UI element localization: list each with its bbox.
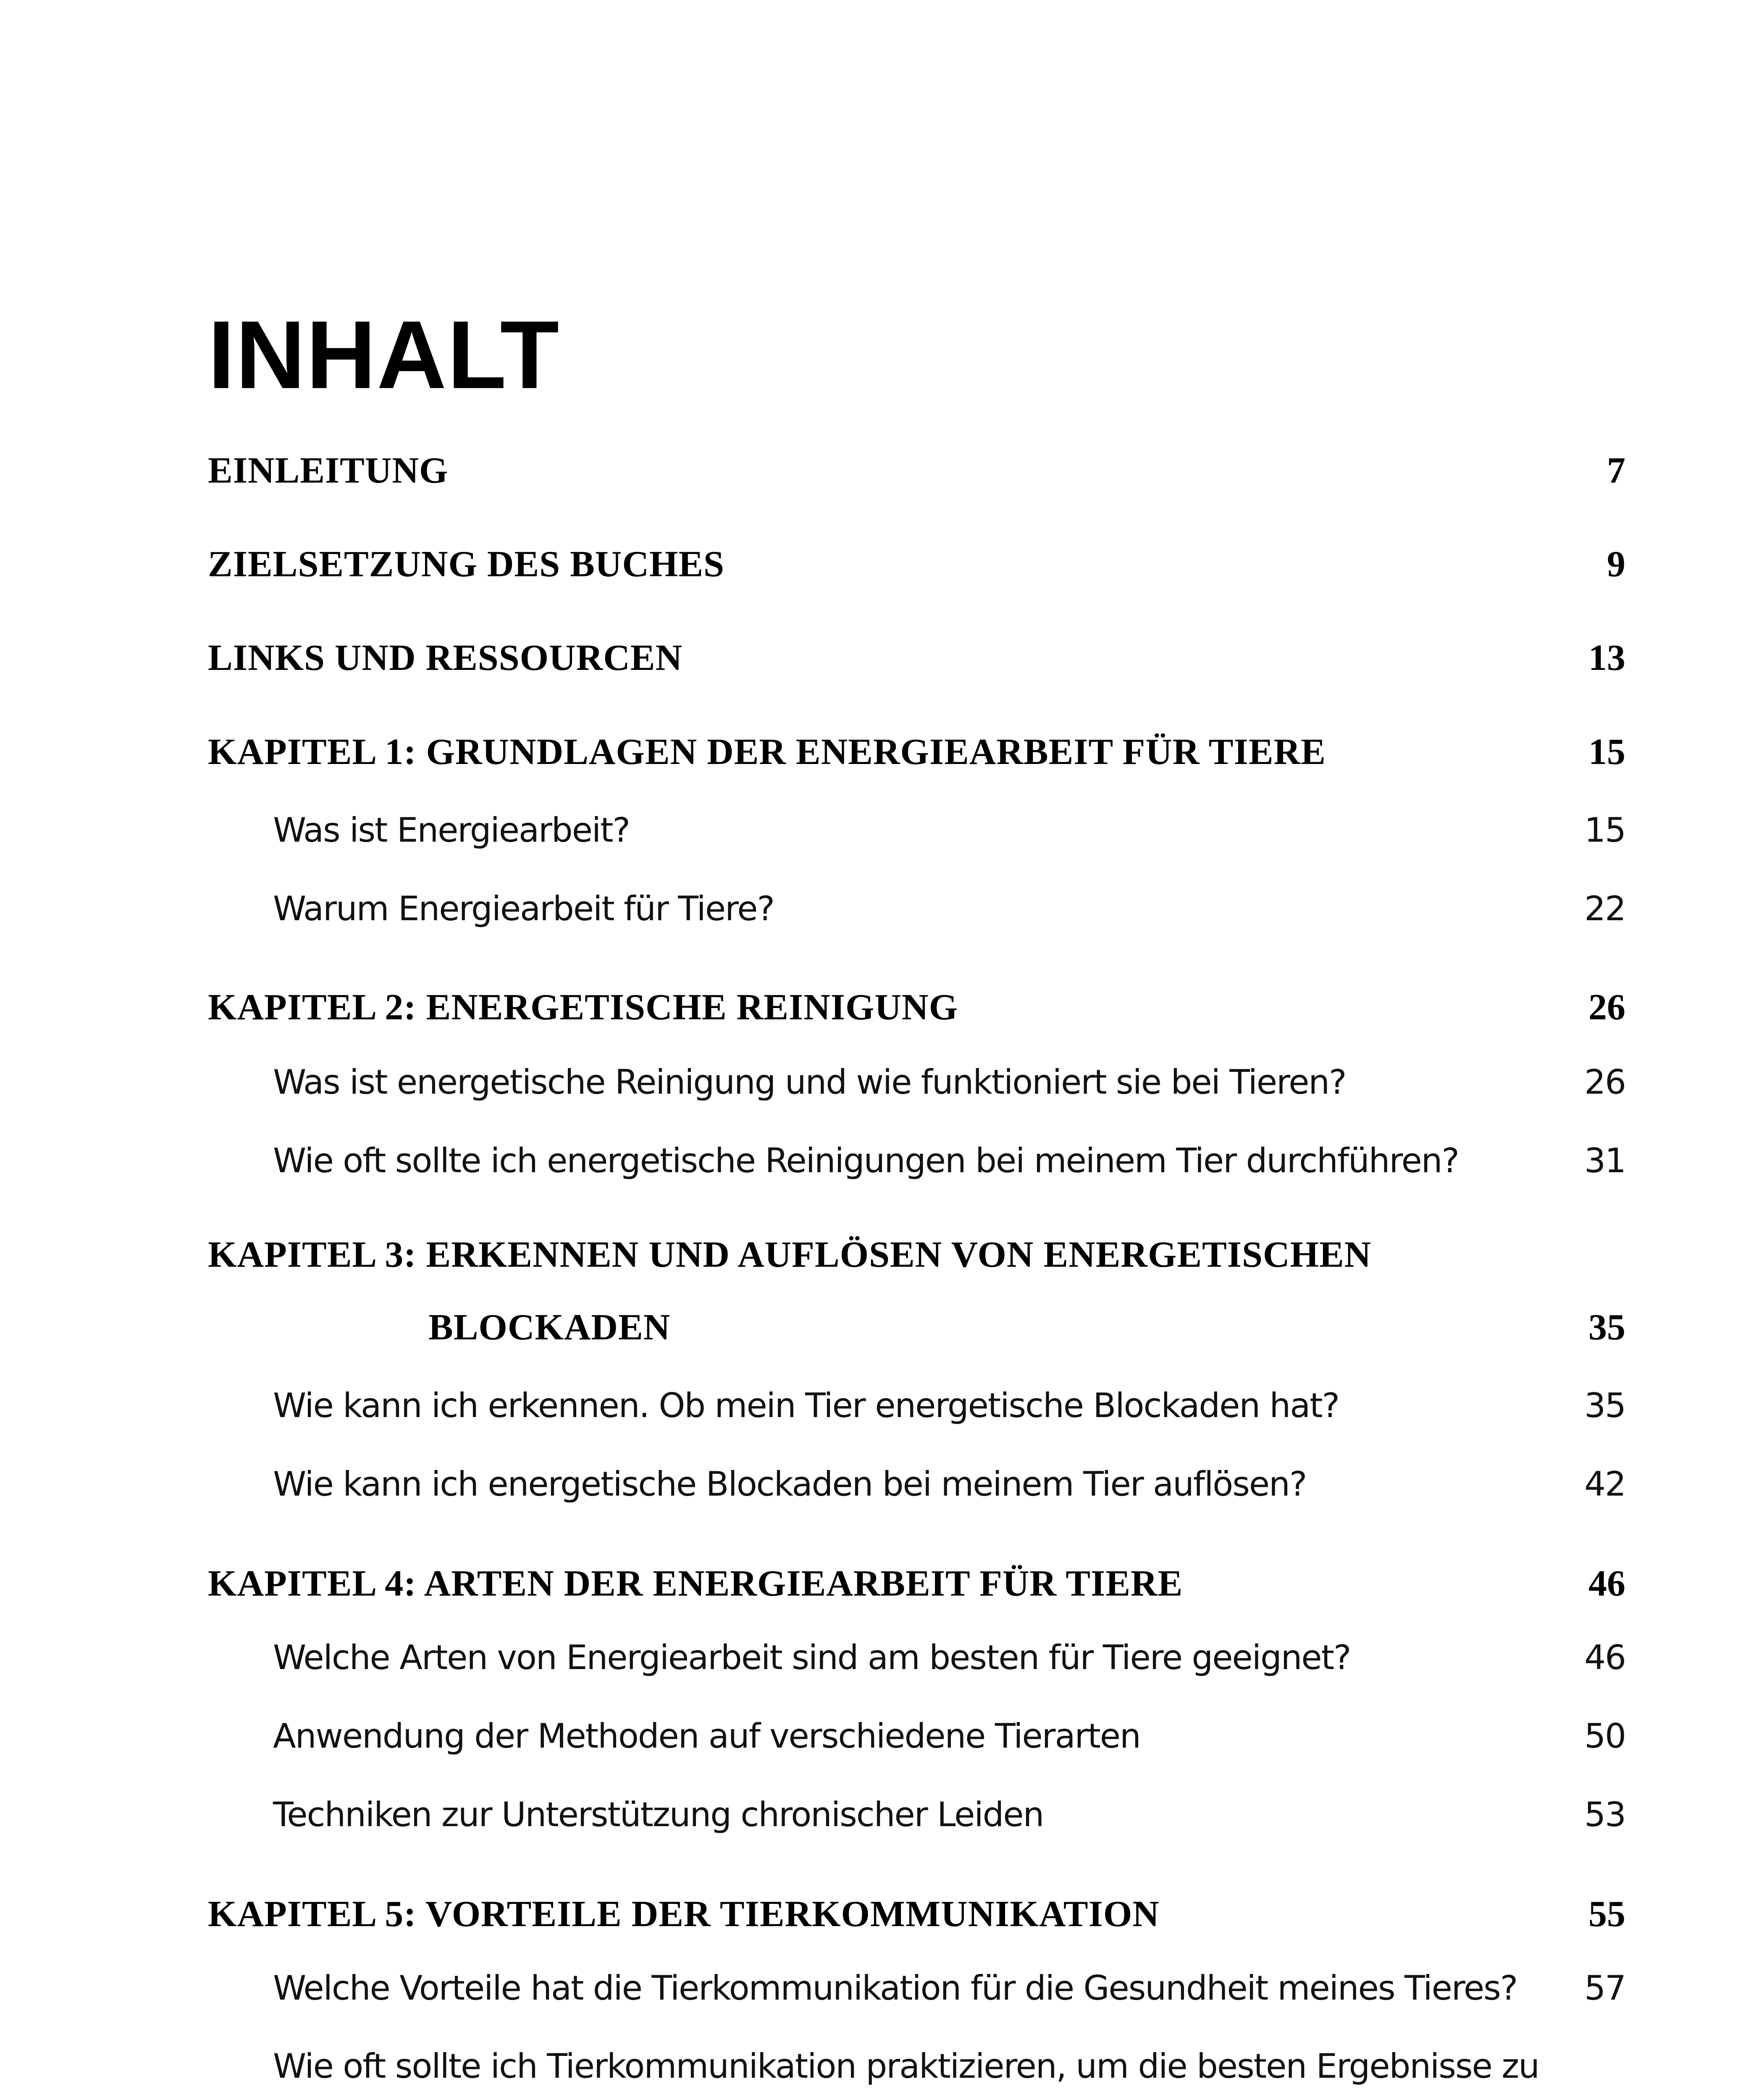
toc-subentry-label: Techniken zur Unterstützung chronischer Leiden bbox=[273, 1795, 1044, 1834]
toc-subentry[interactable] bbox=[273, 1372, 1625, 1439]
toc-subentry[interactable] bbox=[273, 1954, 1625, 2021]
toc-subentry[interactable] bbox=[273, 1781, 1625, 1848]
toc-subentry-label: Anwendung der Methoden auf verschiedene Tierarten bbox=[273, 1716, 1140, 1756]
toc-subentry[interactable] bbox=[273, 1048, 1625, 1116]
toc-subentry-label: Welche Vorteile hat die Tierkommunikation für die Gesundheit meines Tieres? bbox=[273, 1968, 1517, 2008]
toc-subentry[interactable] bbox=[273, 1450, 1625, 1517]
toc-subentry-page: 15 bbox=[1584, 810, 1625, 850]
toc-entry-label: EINLEITUNG bbox=[208, 450, 449, 491]
toc-entry-kapitel-3-line1[interactable]: KAPITEL 3: ERKENNEN UND AUFLÖSEN VON ENERGETISCHEN bbox=[208, 1234, 1372, 1275]
toc-subentry[interactable] bbox=[273, 1702, 1625, 1769]
toc-entry-label: KAPITEL 1: GRUNDLAGEN DER ENERGIEARBEIT FÜR TIERE bbox=[208, 731, 1326, 772]
toc-subentry-line1[interactable]: Wie oft sollte ich Tierkommunikation praktizieren, um die besten Ergebnisse zu bbox=[273, 2047, 1539, 2086]
toc-subentry-label: Wie kann ich energetische Blockaden bei meinem Tier auflösen? bbox=[273, 1464, 1307, 1504]
toc-entry-kapitel-4[interactable] bbox=[208, 1550, 1625, 1617]
toc-entry-zielsetzung[interactable] bbox=[208, 530, 1625, 598]
toc-entry-page: 15 bbox=[1588, 731, 1625, 772]
toc-entry-kapitel-2[interactable] bbox=[208, 974, 1625, 1041]
toc-entry-einleitung[interactable] bbox=[208, 437, 1625, 504]
toc-subentry-page: 31 bbox=[1584, 1141, 1625, 1180]
toc-entry-kapitel-1[interactable] bbox=[208, 718, 1625, 785]
toc-subentry-page: 50 bbox=[1584, 1716, 1625, 1756]
toc-subentry-label: Was ist energetische Reinigung und wie funktioniert sie bei Tieren? bbox=[273, 1062, 1346, 1102]
toc-subentry-label: Welche Arten von Energiearbeit sind am besten für Tiere geeignet? bbox=[273, 1638, 1351, 1677]
toc-subentry-page: 53 bbox=[1584, 1795, 1625, 1834]
toc-entry-page: 55 bbox=[1588, 1893, 1625, 1935]
toc-subentry-page: 57 bbox=[1584, 1968, 1625, 2008]
toc-subentry[interactable] bbox=[273, 1624, 1625, 1691]
toc-entry-page: 35 bbox=[1588, 1307, 1625, 1348]
toc-subentry-label: Wie oft sollte ich energetische Reinigungen bei meinem Tier durchführen? bbox=[273, 1141, 1459, 1180]
toc-entry-label: KAPITEL 5: VORTEILE DER TIERKOMMUNIKATION bbox=[208, 1893, 1160, 1935]
toc-subentry-label: Warum Energiearbeit für Tiere? bbox=[273, 889, 774, 928]
toc-subentry-label: Was ist Energiearbeit? bbox=[273, 810, 630, 850]
toc-entry-label: ZIELSETZUNG DES BUCHES bbox=[208, 543, 724, 585]
toc-entry-page: 26 bbox=[1588, 987, 1625, 1028]
toc-entry-page: 46 bbox=[1588, 1563, 1625, 1604]
toc-entry-page: 9 bbox=[1607, 543, 1625, 585]
toc-entry-label: BLOCKADEN bbox=[428, 1307, 671, 1348]
toc-subentry[interactable] bbox=[273, 796, 1625, 864]
toc-entry-label: KAPITEL 4: ARTEN DER ENERGIEARBEIT FÜR TIERE bbox=[208, 1563, 1183, 1604]
toc-entry-kapitel-5[interactable] bbox=[208, 1880, 1625, 1948]
toc-subentry-page: 22 bbox=[1584, 889, 1625, 928]
toc-subentry-page: 42 bbox=[1584, 1464, 1625, 1504]
toc-entry-links[interactable] bbox=[208, 624, 1625, 691]
toc-entry-kapitel-3[interactable] bbox=[208, 1294, 1625, 1361]
toc-title: INHALT bbox=[208, 301, 560, 409]
toc-entry-page: 7 bbox=[1607, 450, 1625, 491]
toc-subentry-page: 26 bbox=[1584, 1062, 1625, 1102]
toc-subentry-page: 46 bbox=[1584, 1638, 1625, 1677]
toc-subentry[interactable] bbox=[273, 1127, 1625, 1194]
toc-entry-label: KAPITEL 2: ENERGETISCHE REINIGUNG bbox=[208, 987, 958, 1028]
toc-subentry-page: 35 bbox=[1584, 1386, 1625, 1425]
toc-subentry-label: Wie kann ich erkennen. Ob mein Tier energetische Blockaden hat? bbox=[273, 1386, 1339, 1425]
toc-entry-label: LINKS UND RESSOURCEN bbox=[208, 637, 683, 678]
toc-subentry[interactable] bbox=[273, 875, 1625, 942]
toc-entry-page: 13 bbox=[1588, 637, 1625, 678]
